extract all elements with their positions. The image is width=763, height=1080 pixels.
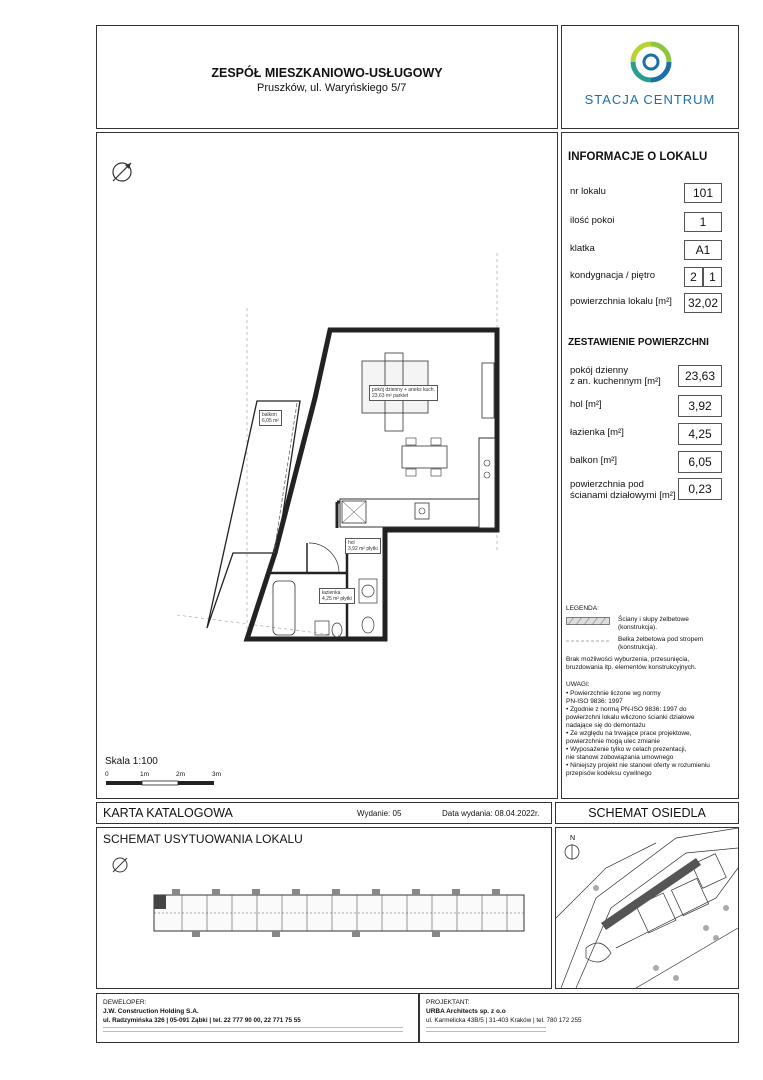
note-line: nadające się do demontażu [566,722,646,729]
walls-label-1: powierzchnia pod [570,479,644,490]
project-title: ZESPÓŁ MIESZKANIOWO-USŁUGOWY [211,66,443,80]
legend-heading: LEGENDA: [566,605,599,612]
apartment-number-label: nr lokalu [570,186,606,197]
balcony-value: 6,05 [678,451,722,473]
catalog-date: Data wydania: 08.04.2022r. [442,809,540,818]
rooms-label: ilość pokoi [570,215,615,226]
summary-heading: ZESTAWIENIE POWIERZCHNI [568,337,709,348]
legend-wall-2: (konstrukcja). [618,624,658,631]
area-value: 32,02 [684,293,722,313]
catalog-bar [96,802,552,824]
developer-name: J.W. Construction Holding S.A. [103,1008,199,1015]
note-line: • Wyposażenie tylko w celach prezentacji, [566,746,687,753]
living-value: 23,63 [678,365,722,387]
location-compass-icon [109,854,131,876]
bathroom-value: 4,25 [678,423,722,445]
note-line: PN-ISO 9836: 1997 [566,698,623,705]
floor-value-a: 2 [684,267,703,287]
room-label-balcony: balkon 6,05 m² [259,410,282,426]
designer-name: URBA Architects sp. z o.o [426,1008,506,1015]
room-label-bathroom: łazienka 4,25 m² płytki [319,588,355,604]
legend-beam-1: Belka żelbetowa pod stropem [618,636,704,643]
notes-heading: UWAGI: [566,681,590,688]
location-heading: SCHEMAT USYTUOWANIA LOKALU [103,832,303,846]
header-logo-box [561,25,739,129]
walls-label-2: ścianami działowymi [m²] [570,490,676,501]
designer-fine-print [426,1027,546,1029]
scale-tick-1: 1m [140,771,150,778]
estate-map-box [555,827,739,989]
estate-heading-box [555,802,739,824]
note-line: • Powierzchnie liczone wg normy [566,690,661,697]
apartment-plan [97,133,557,693]
designer-box [419,993,739,1043]
floor-label: kondygnacja / piętro [570,270,656,281]
stair-label: klatka [570,243,595,254]
developer-box [96,993,419,1043]
legend-wall-1: Ściany i słupy żelbetowe [618,616,689,623]
scale-bar [105,779,235,789]
estate-heading: SCHEMAT OSIEDLA [588,806,706,820]
floor-plan-box [96,132,558,799]
hall-value: 3,92 [678,395,722,417]
building-row-schematic [152,883,532,943]
area-label: powierzchnia lokalu [m²] [570,296,672,307]
beam-line-icon [566,638,610,644]
info-panel [561,132,739,799]
bathroom-label: łazienka [m²] [570,427,624,438]
developer-fine-print-2 [103,1031,403,1033]
designer-heading: PROJEKTANT: [426,999,470,1006]
info-heading: INFORMACJE O LOKALU [568,151,708,163]
location-box [96,827,552,989]
note-line: • Niniejszy projekt nie stanowi oferty w rozumieniu [566,762,710,769]
legend-note-1: Brak możliwości wyburzenia, przesunięcia, [566,656,690,663]
living-label-1: pokój dzienny [570,365,629,376]
living-label-2: z an. kuchennym [m²] [570,376,661,387]
rooms-value: 1 [684,212,722,232]
note-line: • Ze względu na trwające prace projektowe, [566,730,692,737]
note-line: powierzchnie mogą ulec zmianie [566,738,660,745]
legend-note-2: bruzdowania itp. elementów konstrukcyjnych. [566,664,697,671]
hall-label: hol [m²] [570,399,602,410]
svg-text:N: N [570,835,576,842]
note-line: nie stanowi zobowiązania umownego [566,754,674,761]
developer-fine-print [103,1027,403,1029]
scale-label: Skala 1:100 [105,756,158,767]
catalog-title: KARTA KATALOGOWA [103,806,233,820]
scale-tick-2: 2m [176,771,186,778]
walls-value: 0,23 [678,478,722,500]
stacja-centrum-logo-icon [626,40,676,84]
wall-hatch-icon [566,617,610,625]
scale-tick-0: 0 [105,771,109,778]
designer-address: ul. Karmelicka 43B/5 | 31-403 Kraków | tel. 780 172 255 [426,1017,582,1024]
note-line: • Zgodnie z normą PN-ISO 9836: 1997 do [566,706,687,713]
designer-fine-print-2 [426,1031,546,1033]
project-address: Pruszków, ul. Waryńskiego 5/7 [257,82,407,94]
legend-beam-2: (konstrukcja). [618,644,658,651]
estate-map [556,828,738,988]
room-label-hall: hol 3,92 m² płytki [345,538,381,554]
header-title-box [96,25,558,129]
note-line: powierzchni lokalu wliczono ścianki działowe [566,714,695,721]
note-line: przepisów kodeksu cywilnego [566,770,652,777]
scale-tick-3: 3m [212,771,222,778]
balcony-label: balkon [m²] [570,455,617,466]
floor-value-b: 1 [703,267,722,287]
apartment-number-value: 101 [684,183,722,203]
logo-text: STACJA CENTRUM [584,92,716,107]
developer-address: ul. Radzymińska 326 | 05-091 Ząbki | tel. 22 777 90 00, 22 771 75 55 [103,1017,301,1024]
highlighted-building [601,858,701,930]
catalog-edition: Wydanie: 05 [357,809,402,818]
notes-list [566,690,738,778]
room-label-living: pokój dzienny + aneks kuch. 23,63 m² parkiet [369,385,438,401]
developer-heading: DEWELOPER: [103,999,147,1006]
stair-value: A1 [684,240,722,260]
